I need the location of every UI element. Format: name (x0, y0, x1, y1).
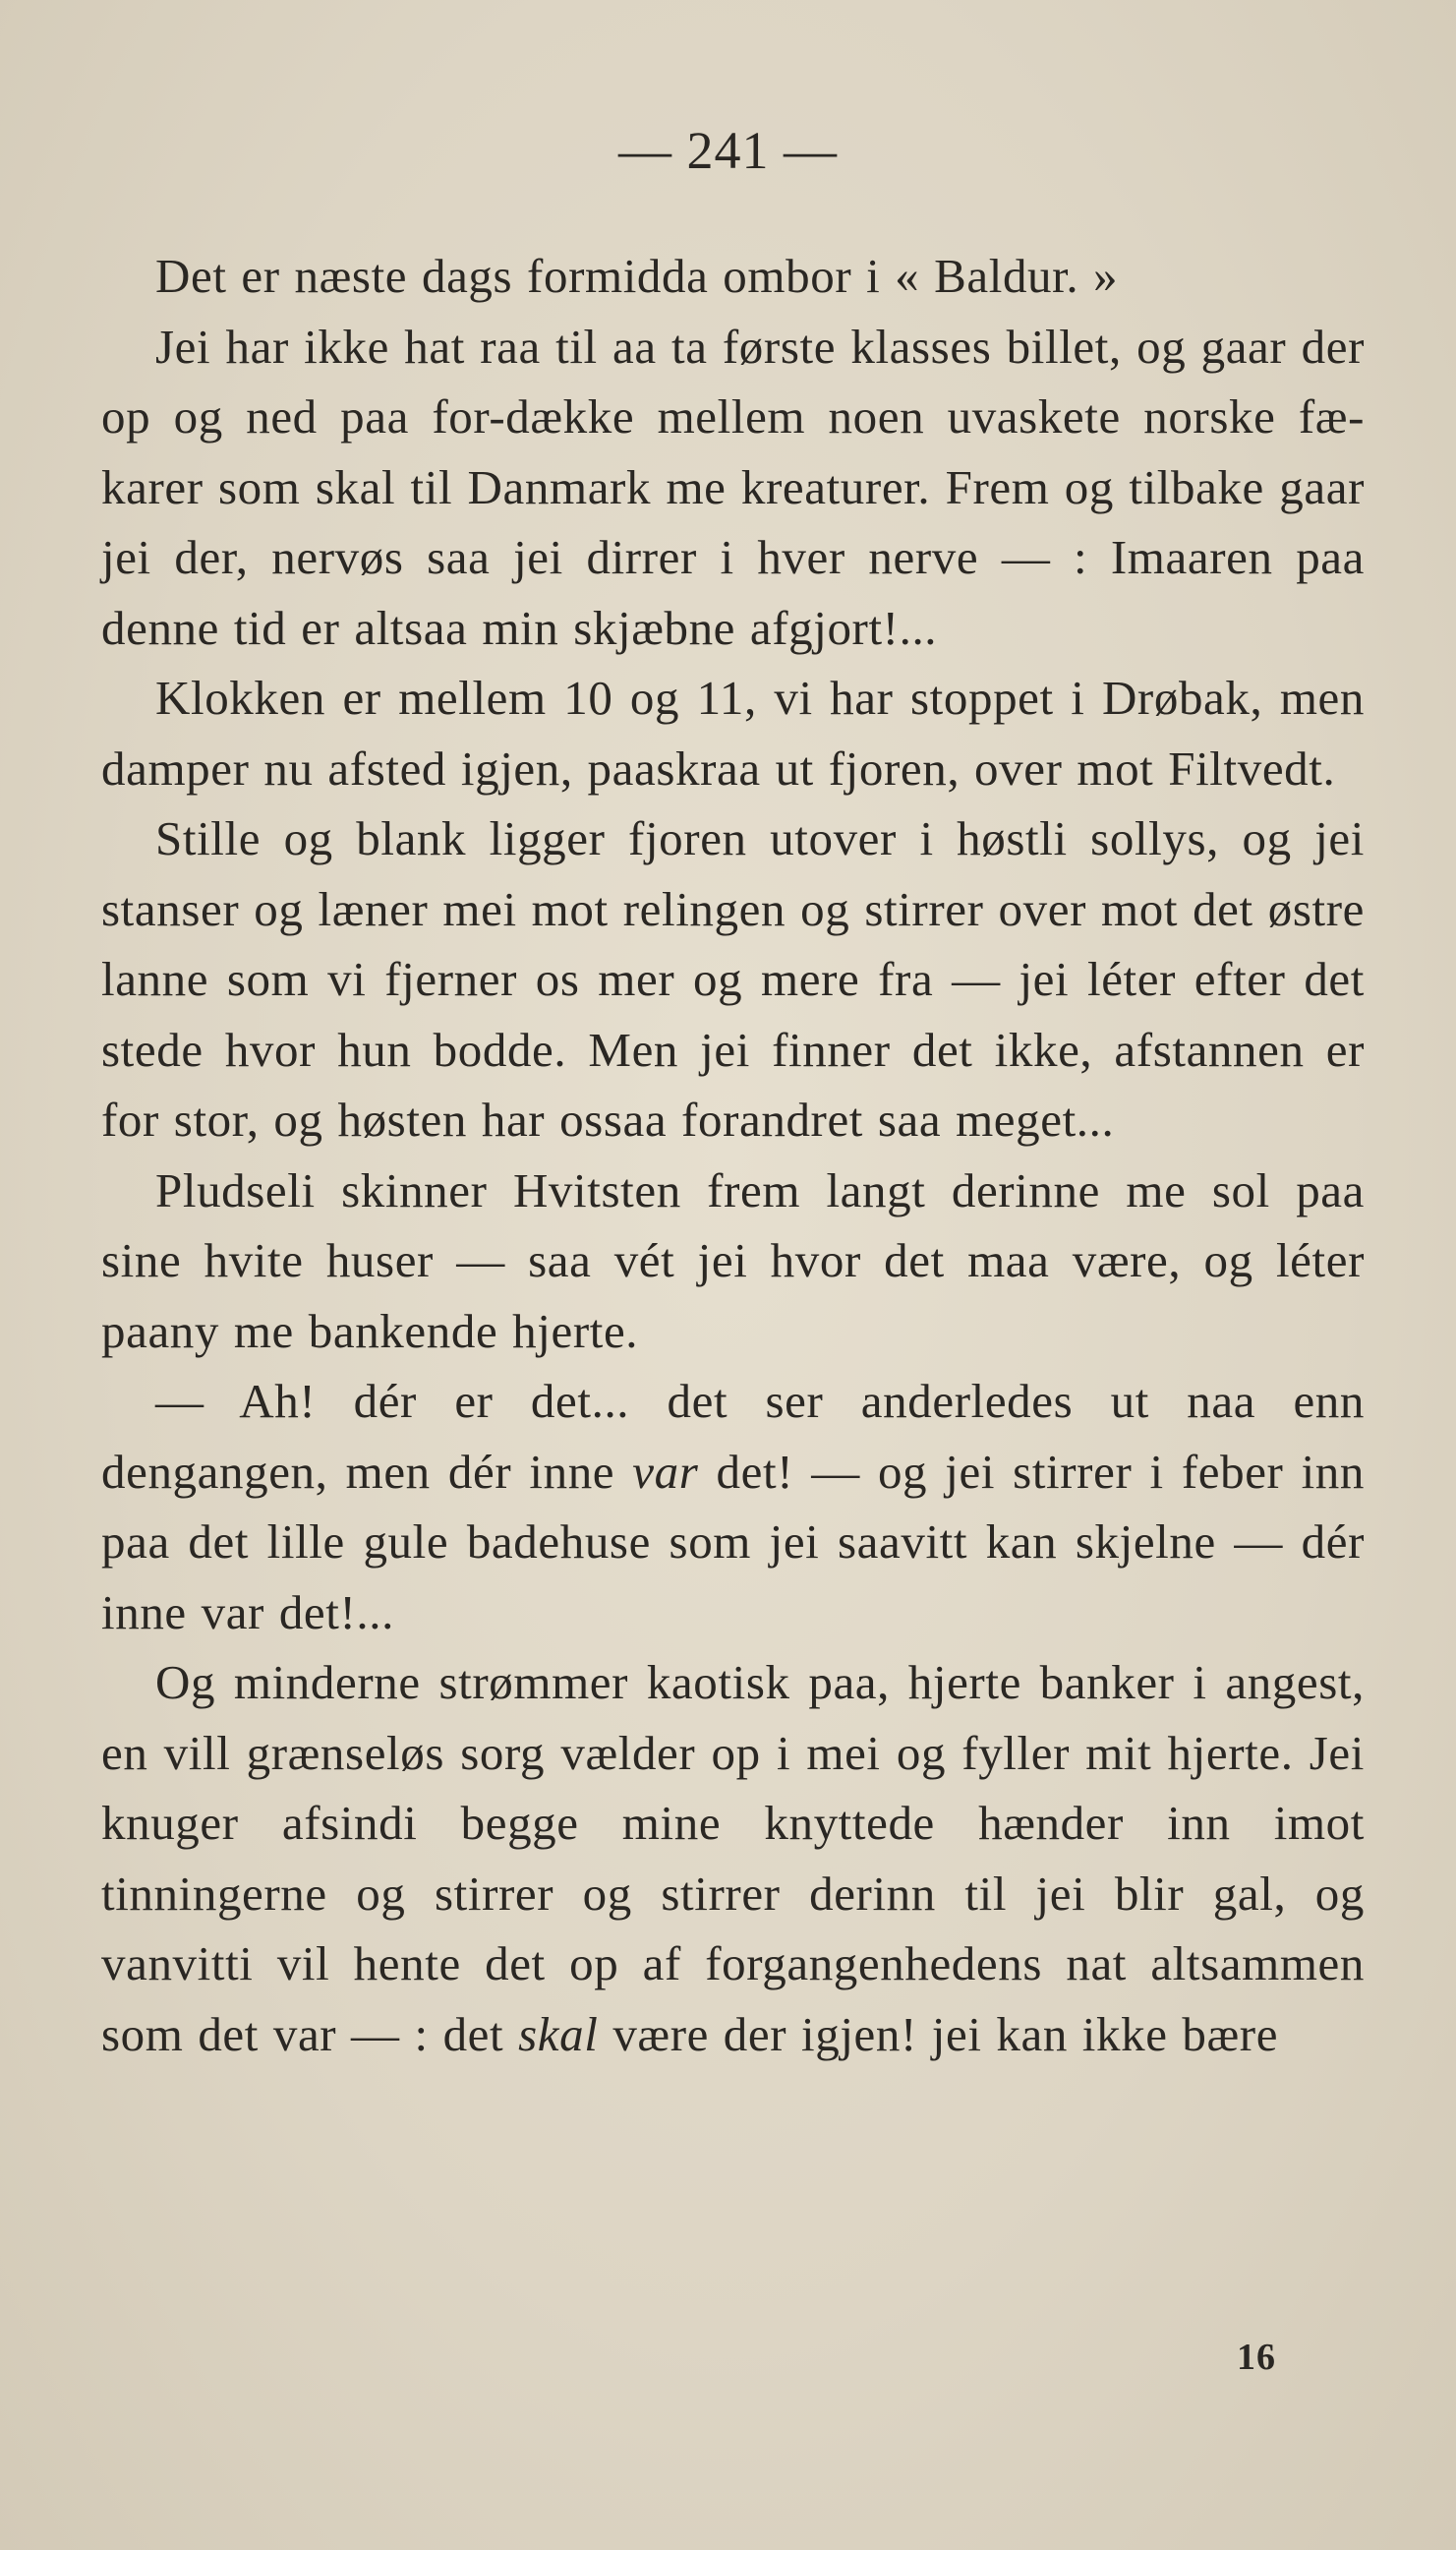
page-number: — 241 — (618, 121, 838, 180)
text-run: være der igjen! jei kan ikke bære (612, 2006, 1279, 2061)
signature-mark: 16 (1237, 2337, 1276, 2378)
paragraph (101, 1366, 1365, 1647)
emphasis: var (632, 1444, 699, 1499)
paragraph: Det er næste dags formidda ombor i « Baldur. » (155, 249, 1119, 303)
paragraph: Jei har ikke hat raa til aa ta første klasses billet, og gaar der op og ned paa for-dække mellem noen uvaskete norske fæ-karer som skal til Danmark me kreaturer. Frem og tilbake gaar jei der, nervøs saa jei dirrer i hver nerve — : Imaaren paa denne tid er altsaa min skjæbne afgjort!... (101, 319, 1365, 655)
paragraph (101, 1647, 1365, 2069)
text-run: Og minderne strømmer kaotisk paa, hjerte banker i angest, en vill grænseløs sorg vælder op i mei og fyller mit hjerte. Jei knuger afsindi begge mine knyttede hænder inn imot tinningerne og stirrer og stirrer derinn til jei blir gal, og vanvitti vil hente det op af forgangenhedens nat altsammen som det var — : det (101, 1655, 1365, 2061)
paragraph: Klokken er mellem 10 og 11, vi har stoppet i Drøbak, men damper nu afsted igjen, paaskraa ut fjoren, over mot Filtvedt. (101, 671, 1365, 796)
text-run: — Ah! dér er det... det ser anderledes ut naa enn dengangen, men dér inne (101, 1374, 1365, 1499)
emphasis: skal (518, 2006, 599, 2061)
body-text (101, 241, 1365, 2069)
paragraph: Stille og blank ligger fjoren utover i høstli sollys, og jei stanser og læner mei mot relingen og stirrer over mot det østre lanne som vi fjerner os mer og mere fra — jei léter efter det stede hvor hun bodde. Men jei finner det ikke, afstannen er for stor, og høsten har ossaa forandret saa meget... (101, 811, 1365, 1147)
paragraph: Pludseli skinner Hvitsten frem langt derinne me sol paa sine hvite huser — saa vét jei hvor det maa være, og léter paany me bankende hjerte. (101, 1162, 1365, 1358)
text-run: det! — og jei stirrer i feber inn paa det lille gule badehuse som jei saavitt kan skjelne — dér inne var det!... (101, 1444, 1365, 1639)
